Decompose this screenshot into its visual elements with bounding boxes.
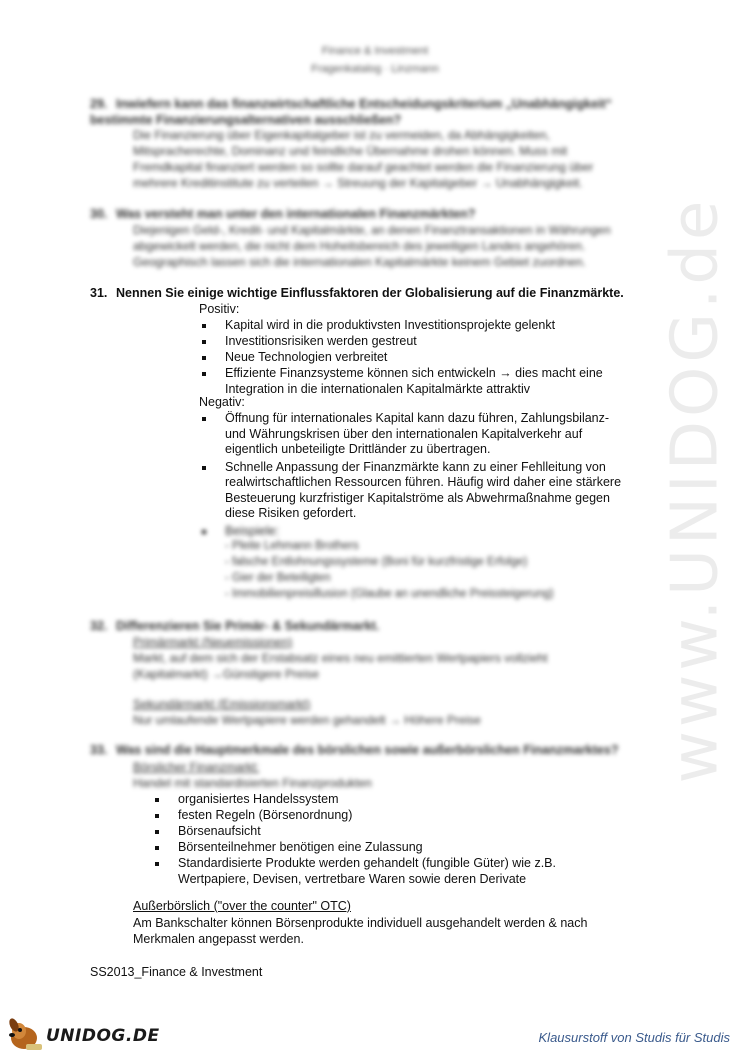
positive-label: Positiv: — [199, 302, 240, 316]
negative-list — [198, 411, 630, 540]
list-item: organisiertes Handelssystem — [151, 792, 601, 808]
boerse-label: Börslicher Finanzmarkt: — [133, 760, 260, 774]
question-33: 33. Was sind die Hauptmerkmale des börslichen sowie außerbörslichen Finanzmarktes? — [90, 743, 619, 757]
answer-29: Die Finanzierung über Eigenkapitalgeber ist zu vermeiden, da Abhängigkeiten, Mitspracherechte, Dominanz und feindliche Übernahme drohen können. Muss mit Fremdkapital finanziert werden so sollte darauf geachtet werden die Finanzierung über mehrere Kreditinstitute zu verteilen → Streuung der Kapitalgeber → Unabhängigkeit. — [133, 128, 594, 190]
header-title: Finance & Investment — [321, 45, 429, 57]
list-item: Börsenaufsicht — [151, 824, 601, 840]
text-line: Nur umlaufende Wertpapiere werden gehandelt → Höhere Preise — [133, 713, 481, 727]
list-item: - falsche Entlohnungssysteme (Boni für kurzfristige Erfolge) — [225, 556, 528, 568]
list-item: Kapital wird in die produktivsten Investitionsprojekte gelenkt — [198, 318, 628, 334]
list-item: festen Regeln (Börsenordnung) — [151, 808, 601, 824]
dog-icon — [6, 1016, 50, 1052]
footer-text: SS2013_Finance & Investment — [90, 965, 263, 979]
list-item: Investitionsrisiken werden gestreut — [198, 334, 628, 350]
header-subtitle: Fragenkatalog · Linzmann — [311, 63, 439, 75]
otc-label: Außerbörslich ("over the counter" OTC) — [133, 899, 351, 913]
list-item: Effiziente Finanzsysteme können sich entwickeln → dies macht eine Integration in die internationalen Kapitalmärkte attraktiv — [198, 366, 628, 397]
list-item: Standardisierte Produkte werden gehandelt (fungible Güter) wie z.B. Wertpapiere, Devisen, vertretbare Waren sowie deren Derivate — [151, 856, 601, 887]
otc-text: Am Bankschalter können Börsenprodukte individuell ausgehandelt werden & nach Merkmalen angepasst werden. — [133, 916, 588, 946]
list-item: Neue Technologien verbreitet — [198, 350, 628, 366]
question-31: 31. Nennen Sie einige wichtige Einflussfaktoren der Globalisierung auf die Finanzmärkte. — [90, 286, 624, 300]
text-line: (Kapitalmarkt) →Günstigere Preise — [133, 667, 320, 681]
positive-list — [198, 318, 628, 398]
answer-30: Diejenigen Geld-, Kredit- und Kapitalmärkte, an denen Finanztransaktionen in Währungen abgewickelt werden, die nicht dem Hoheitsbereich des jeweiligen Landes angehören. Geographisch lassen sich die internationalen Kapitalmärkte keinem Gebiet zuordnen. — [133, 223, 611, 269]
examples-list — [225, 538, 554, 602]
boerse-list — [151, 792, 601, 888]
list-item: Börsenteilnehmer benötigen eine Zulassung — [151, 840, 601, 856]
unidog-logo: UNIDOG.DE — [6, 1016, 156, 1052]
question-29: 29. Inwiefern kann das finanzwirtschaftliche Entscheidungskriterium „Unabhängigkeit“ bestimmte Finanzierungsalternativen ausschließen? — [90, 97, 612, 127]
text-line: Handel mit standardisierten Finanzprodukten — [133, 776, 372, 790]
list-item: Öffnung für internationales Kapital kann dazu führen, Zahlungsbilanz- und Währungskrisen über den internationalen Kapitalverkehr auf eigentlich unbeteiligte Drittländer zu übertragen. — [198, 411, 630, 458]
list-item: - Immobilienpreisillusion (Glaube an unendliche Preissteigerung) — [225, 588, 554, 600]
answer-32 — [133, 634, 633, 728]
secondary-label: Sekundärmarkt (Emissionsmarkt) — [133, 697, 311, 711]
watermark: www.UNIDOG.de — [658, 196, 732, 784]
list-item: - Pleite Lehmann Brothers — [225, 540, 359, 552]
list-item: Beispiele: — [198, 524, 630, 540]
tagline: Klausurstoff von Studis für Studis — [538, 1030, 730, 1045]
text-line: Markt, auf dem sich der Erstabsatz eines neu emittierten Wertpapiers vollzieht — [133, 651, 548, 665]
list-item: - Gier der Beteiligten — [225, 572, 331, 584]
question-32: 32. Differenzieren Sie Primär- & Sekundärmarkt. — [90, 619, 380, 633]
primary-label: Primärmarkt (Neuemissionen) — [133, 635, 293, 649]
list-item: Schnelle Anpassung der Finanzmärkte kann zu einer Fehlleitung von realwirtschaftlichen Ressourcen führen. Häufig wird daher eine stärkere Besteuerung kurzfristiger Kapitalströme als Abwehrmaßnahme gegen diese Risiken gefordert. — [198, 460, 630, 522]
negative-label: Negativ: — [199, 395, 245, 409]
question-30: 30. Was versteht man unter den internationalen Finanzmärkten? — [90, 207, 476, 221]
boerse-heading — [133, 759, 633, 791]
